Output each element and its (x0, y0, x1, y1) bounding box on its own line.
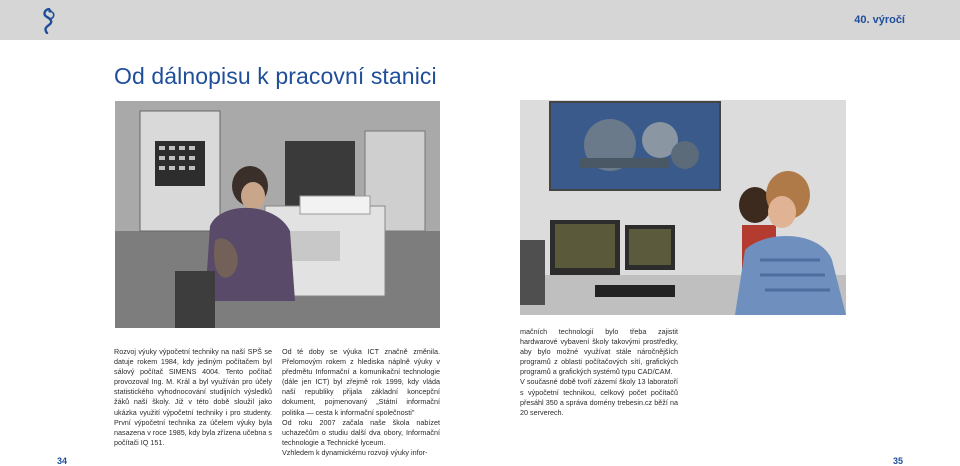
page-title: Od dálnopisu k pracovní stanici (114, 63, 437, 89)
text-column-1 (114, 347, 272, 448)
school-logo-icon (40, 8, 58, 34)
paragraph: V současné době tvoří zázemí školy 13 laboratoří s výpočetní technikou, celkový počet počítačů přesáhl 350 a správa domény trebesin.cz běží na 20 serverech. (520, 377, 678, 417)
text-column-2 (282, 347, 440, 458)
header-bar (0, 0, 960, 40)
anniversary-label: 40. výročí (854, 14, 905, 26)
page-number-left: 34 (57, 456, 68, 466)
paragraph: mačních technologií bylo třeba zajistit hardwarové vybavení školy takovými prostředky, aby bylo možné využívat stále náročnějších programů z oblasti počítačových sítí, grafických programů a grafických systémů typu CAD/CAM. (520, 327, 678, 377)
historic-computer-photo (115, 101, 440, 328)
paragraph: Rozvoj výuky výpočetní techniky na naší SPŠ se datuje rokem 1984, kdy jediným počítačem byl sálový počítač SIMENS 4004. Tento počítač provozoval Ing. M. Král a byl využíván pro účely statistického vyhodnocování studijních výsledků žáků naší školy. Již v této době sloužil jako ukázka využití výpočetní techniky i pro studenty. První výpočetní technika za účelem výuky byla nasazena v roce 1985, kdy byla zřízena učebna s počítači IQ 151. (114, 347, 272, 447)
page-number-right: 35 (893, 456, 904, 466)
paragraph: Od roku 2007 začala naše škola nabízet uchazečům o studiu další dva obory, Informační technologie a Technické lyceum. (282, 417, 440, 447)
paragraph: Od té doby se výuka ICT značně změnila. Přelomovým rokem z hlediska náplně výuky v předmětu Informační a komunikační technologie (dále jen ICT) byl zřejmě rok 1999, kdy vláda naší republiky přijala základní koncepční dokument, pojmenovaný „Státní informační politika — cesta k informační společnosti" (282, 347, 440, 417)
paragraph: Vzhledem k dynamickému rozvoji výuky infor- (282, 447, 428, 457)
text-column-3 (520, 327, 678, 418)
modern-lab-photo (520, 100, 846, 315)
